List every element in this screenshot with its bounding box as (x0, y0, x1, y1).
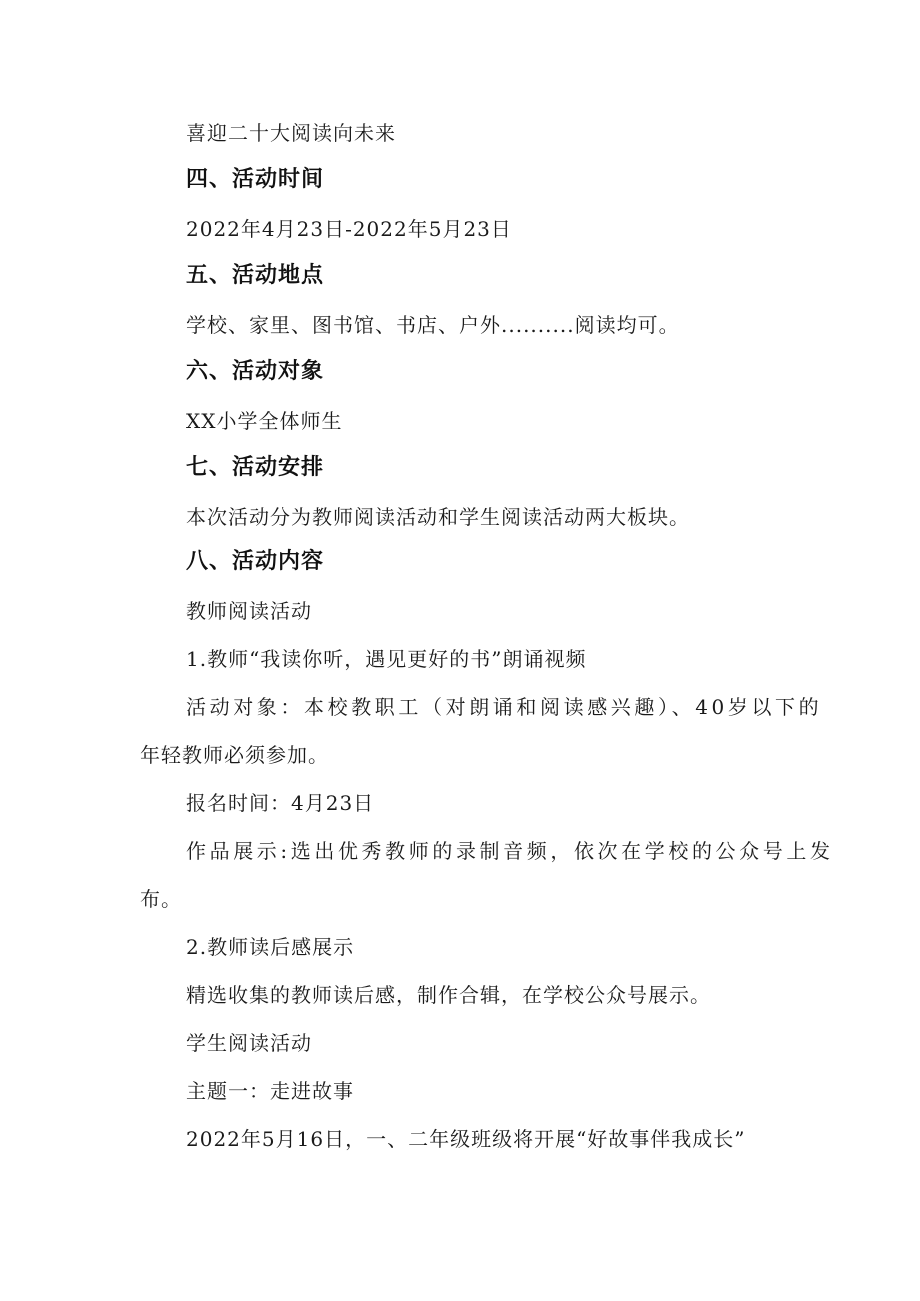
theme1-body: 2022年5月16日，一、二年级班级将开展“好故事伴我成长” (186, 1127, 746, 1151)
item1-signup: 报名时间：4月23日 (186, 791, 375, 815)
section-heading-arrangement: 七、活动安排 (186, 455, 325, 480)
section-heading-content: 八、活动内容 (186, 549, 325, 574)
item2-title: 2.教师读后感展示 (186, 935, 355, 959)
section-body-location: 学校、家里、图书馆、书店、户外..........阅读均可。 (186, 313, 680, 337)
section-body-time: 2022年4月23日-2022年5月23日 (186, 217, 512, 241)
item1-show-line1: 作品展示:选出优秀教师的录制音频，依次在学校的公众号上发 (186, 839, 834, 863)
section-body-target: XX小学全体师生 (186, 409, 343, 433)
item1-target-line2: 年轻教师必须参加。 (140, 743, 329, 767)
teacher-activity-title: 教师阅读活动 (186, 599, 312, 623)
section-heading-target: 六、活动对象 (186, 359, 325, 384)
section-body-arrangement: 本次活动分为教师阅读活动和学生阅读活动两大板块。 (186, 505, 690, 529)
item1-target-line1: 活动对象：本校教职工（对朗诵和阅读感兴趣）、40岁以下的 (186, 695, 823, 719)
item1-title: 1.教师“我读你听，遇见更好的书”朗诵视频 (186, 647, 587, 671)
item1-show-line2: 布。 (140, 887, 182, 911)
item2-body: 精选收集的教师读后感，制作合辑，在学校公众号展示。 (186, 983, 711, 1007)
theme1-title: 主题一：走进故事 (186, 1079, 354, 1103)
section-heading-time: 四、活动时间 (186, 167, 325, 192)
student-activity-title: 学生阅读活动 (186, 1031, 312, 1055)
section-heading-location: 五、活动地点 (186, 263, 325, 288)
theme-line: 喜迎二十大阅读向未来 (186, 121, 396, 145)
